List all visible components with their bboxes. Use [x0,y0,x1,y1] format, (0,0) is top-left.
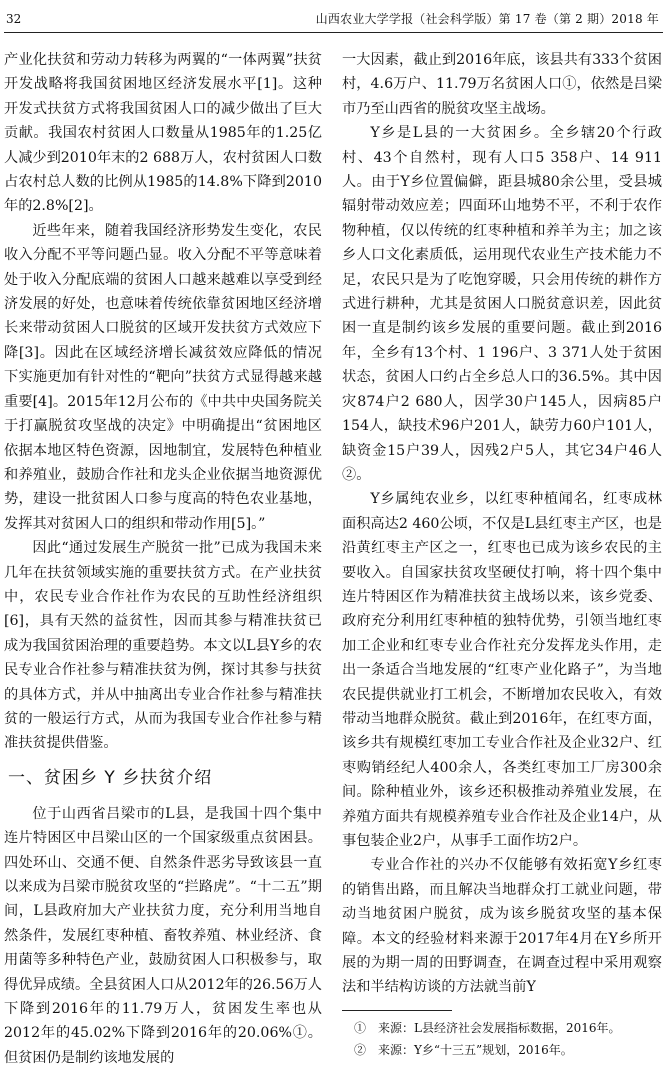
footnote-rule [342,1010,452,1011]
footnotes [342,1010,662,1061]
paragraph: 产业化扶贫和劳动力转移为两翼的“一体两翼”扶贫开发战略将我国贫困地区经济发展水平[1]。这种开发式扶贫方式将我国贫困人口的减少做出了巨大贡献。我国农村贫困人口数量从1985年的1.25亿人减少到2010年末的2 688万人，农村贫困人口数占农村总人数的比例从1985的14.8%下降到2010年的2.8%[2]。 [4,52,322,215]
header-rule [4,32,663,33]
right-column [342,48,662,1000]
journal-title: 山西农业大学学报（社会科学版）第 17 卷（第 2 期）2018 年 [315,12,659,26]
page-header [0,10,669,28]
section-heading: 一、贫困乡 Y 乡扶贫介绍 [8,767,213,788]
footnote: ① 来源：L县经济社会发展指标数据，2016年。 [354,1021,621,1035]
footnote: ② 来源：Y乡“十三五”规划，2016年。 [354,1043,573,1057]
page-number: 32 [6,12,22,26]
paragraph: 专业合作社的兴办不仅能够有效拓宽Y乡红枣的销售出路，而且解决当地群众打工就业问题，带动当地贫困户脱贫，成为该乡脱贫攻坚的基本保障。本文的经验材料来源于2017年4月在Y乡所开展的为期一周的田野调查，在调查过程中采用观察法和半结构访谈的方法就当前Y [342,857,662,996]
paragraph: 位于山西省吕梁市的L县，是我国十四个集中连片特困区中吕梁山区的一个国家级重点贫困县。四处环山、交通不便、自然条件恶劣导致该县一直以来成为吕梁市脱贫攻坚的“拦路虎”。“十二五”期间，L县政府加大产业扶贫力度，充分利用当地自然条件，发展红枣种植、畜牧养殖、林业经济、食用菌等多种特色产业，鼓励贫困人口积极参与，取得优异成绩。全县贫困人口从2012年的26.56万人下降到2016年的11.79万人，贫困发生率也从2012年的45.02%下降到2016年的20.06%①。但贫困仍是制约该地发展的 [4,805,322,1066]
paragraph: 一大因素，截止到2016年底，该县共有333个贫困村，4.6万户、11.79万名贫困人口①，依然是吕梁市乃至山西省的脱贫攻坚主战场。 [342,52,662,117]
left-column [4,48,322,1070]
paragraph: Y乡属纯农业乡，以红枣种植闻名，红枣成林面积高达2 460公顷，不仅是L县红枣主产区，也是沿黄红枣主产区之一，红枣也已成为该乡农民的主要收入。自国家扶贫攻坚硬仗打响，将十四个集中连片特困区作为精准扶贫主战场以来，该乡党委、政府充分利用红枣种植的独特优势，引领当地红枣加工企业和红枣专业合作社充分发挥龙头作用，走出一条适合当地发展的“红枣产业化路子”，为当地农民提供就业打工机会，不断增加农民收入，有效带动当地群众脱贫。截止到2016年，在红枣方面，该乡共有规模红枣加工专业合作社及企业32户、红枣购销经纪人400余人，各类红枣加工厂房300余间。除种植业外，该乡还积极推动养殖业发展，在养殖方面共有规模养殖专业合作社及企业14户，从事包装企业2户，从事手工面作坊2户。 [342,491,662,849]
paragraph: Y乡是L县的一大贫困乡。全乡辖20个行政村、43个自然村，现有人口5 358户、14 911人。由于Y乡位置偏僻，距县城80余公里，受县城辐射带动效应差；四面环山地势不平，不利于农作物种植，仅以传统的红枣种植和养羊为主；加之该乡人口文化素质低，运用现代农业生产技术能力不足，农民只是为了吃饱穿暖，只会用传统的耕作方式进行耕种，尤其是贫困人口脱贫意识差，因此贫困一直是制约该乡发展的重要问题。截止到2016年，全乡有13个村、1 196户、3 371人处于贫困状态，贫困人口约占全乡总人口的36.5%。其中因灾874户2 680人，因学30户145人，因病85户154人，缺技术96户201人，缺劳力60户101人，缺资金15户39人，因残2户5人，其它34户46人②。 [342,125,662,483]
paragraph: 因此“通过发展生产脱贫一批”已成为我国未来几年在扶贫领域实施的重要扶贫方式。在产业扶贫中，农民专业合作社作为农民的互助性经济组织[6]，具有天然的益贫性，因而其参与精准扶贫已成为我国贫困治理的重要趋势。本文以L县Y乡的农民专业合作社参与精准扶贫为例，探讨其参与扶贫的具体方式，并从中抽离出专业合作社参与精准扶贫的一般运行方式，从而为我国专业合作社参与精准扶贫提供借鉴。 [4,540,322,752]
paragraph: 近些年来，随着我国经济形势发生变化，农民收入分配不平等问题凸显。收入分配不平等意味着处于收入分配底端的贫困人口越来越难以享受到经济发展的好处，也意味着传统依靠贫困地区经济增长来带动贫困人口脱贫的区域开发扶贫方式效应下降[3]。因此在区域经济增长减贫效应降低的情况下实施更加有针对性的“靶向”扶贫方式显得越来越重要[4]。2015年12月公布的《中共中央国务院关于打赢脱贫攻坚战的决定》中明确提出“贫困地区依据本地区特色资源，因地制宜，发展特色种植业和养殖业，鼓励合作社和龙头企业依据当地资源优势，建设一批贫困人口参与度高的特色农业基地，发挥其对贫困人口的组织和带动作用[5]。” [4,222,322,532]
